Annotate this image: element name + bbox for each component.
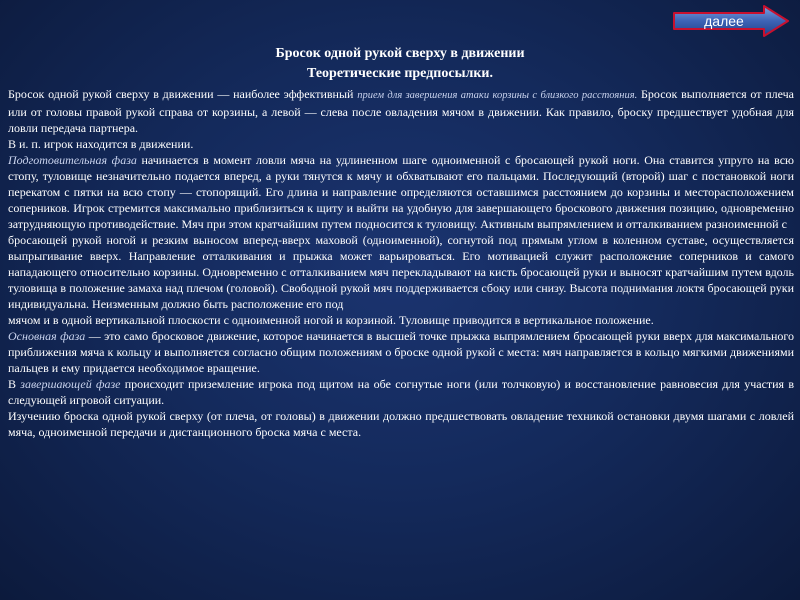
paragraph-final-prefix: В	[8, 377, 21, 391]
phase-term-main: Основная фаза	[8, 329, 86, 343]
phase-term-final: завершающей фазе	[20, 377, 121, 391]
paragraph-intro-rest: Бросок выполняется от плеча или от головы правой рукой справа от корзины, а левой — слева после овладения мячом в движении. Как правило, броску предшествует удобная для ловли передача партнера.	[8, 87, 794, 135]
paragraph-preparatory-text: начинается в момент ловли мяча на удлиненном шаге одноименной с бросающей рукой ноги. Она ставится упруго на всю стопу, туловище незначительно подается вперед, а руки тянутся к мячу и обхватывают его пальцами. Последующий (второй) шаг с постановкой ноги перекатом с пятки на всю стопу — стопорящий. Его длина и направление определяются оставшимся расстоянием до корзины и месторасположением соперников. Игрок стремится максимально приблизиться к щиту и выйти на удобную для завершающего броскового движения позицию, одновременно затрудняющую противодействие. Мяч при этом кратчайшим путем подносится к туловищу. Активным выпрямлением и отталкиванием разноименной с	[8, 153, 794, 231]
paragraph-final-text: происходит приземление игрока под щитом на обе согнутые ноги (или толчковую) и восстановление равновесия для участия в следующей игровой ситуации.	[8, 377, 795, 407]
paragraph-intro-text: Бросок одной рукой сверху в движении — наиболее эффективный	[8, 87, 358, 101]
paragraph-body-position: мячом и в одной вертикальной плоскости с одноименной ногой и корзиной. Туловище приводится в вертикальное положение.	[8, 313, 654, 327]
paragraph-intro-emphasis: прием для завершения атаки корзины с близкого расстояния.	[357, 90, 638, 101]
paragraph-final-phase	[8, 376, 794, 408]
paragraph-jump: бросающей рукой ногой и резким выносом вперед-вверх маховой (одноименной), согнутой под прямым углом в коленном суставе, осуществляется выпрыгивание вверх. Направление отталкивания и прыжка может варьироваться. Его мотивацией служит расположение соперников и самого нападающего относительно корзины. Одновременно с отталкиванием мяч перекладывают на кисть бросающей руки и выносят кратчайшим путем вдоль туловища в положение замаха над плечом (головой). Свободной рукой мяч поддерживается сбоку или снизу. Высота поднимания локтя бросающей руки индивидуальна. Неизменным должно быть расположение его под	[8, 233, 794, 311]
paragraph-main-text: — это само бросковое движение, которое начинается в высшей точке прыжка выпрямлением бросающей руки вверх для максимального приближения мяча к кольцу и выполняется согласно общим положениям о броске одной рукой с места: мяч направляется в кольцо мягкими движениями пальцев и ему придается необходимое вращение.	[8, 329, 794, 375]
paragraph-main-phase	[8, 328, 794, 376]
paragraph-preparatory-phase	[8, 152, 794, 232]
paragraph-learning-order: Изучению броска одной рукой сверху (от плеча, от головы) в движении должно предшествовать овладение техникой остановки двумя шагами с ловлей мяча, одноименной передачи и дистанционного броска мяча с места.	[8, 409, 794, 439]
slide-title: Бросок одной рукой сверху в движении	[275, 46, 525, 61]
next-button-label: далее	[704, 13, 744, 29]
next-button[interactable]	[672, 4, 790, 38]
slide-subtitle: Теоретические предпосылки.	[307, 66, 493, 81]
body-text	[8, 86, 794, 440]
phase-term-preparatory: Подготовительная фаза	[8, 153, 137, 167]
paragraph-intro	[8, 86, 794, 136]
paragraph-start-position: В и. п. игрок находится в движении.	[8, 137, 194, 151]
